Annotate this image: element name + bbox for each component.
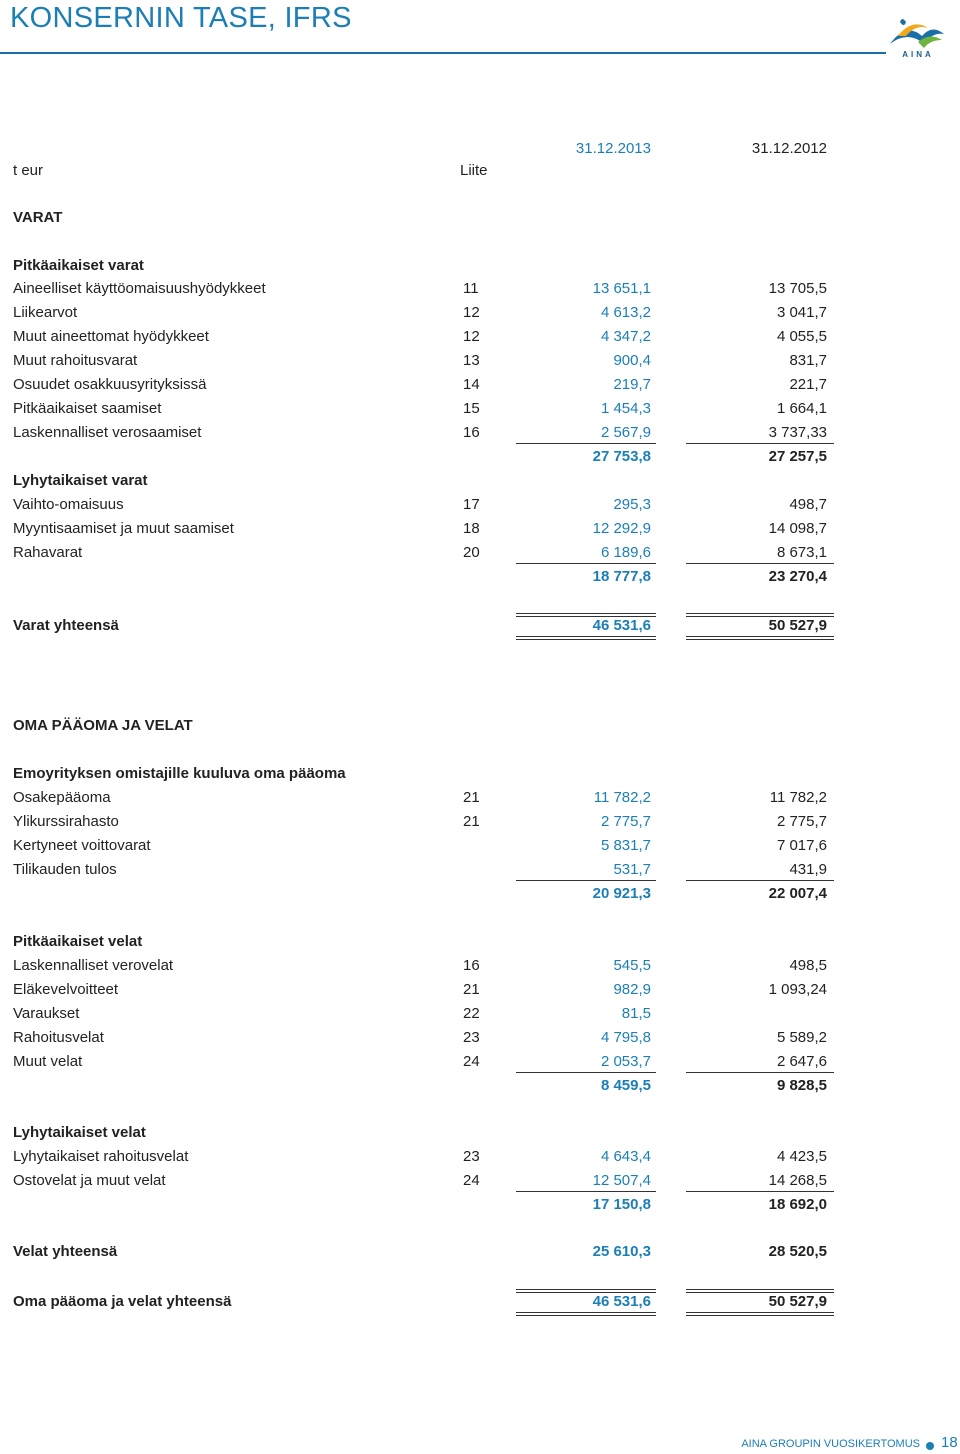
value-2012: 7 017,6: [776, 837, 827, 854]
value-2013: 4 795,8: [600, 1029, 651, 1046]
section-heading-label: Emoyrityksen omistajille kuuluva oma pääoma: [13, 765, 346, 782]
subtotal-rule: [686, 1191, 834, 1192]
total-label: Oma pääoma ja velat yhteensä: [13, 1293, 232, 1310]
table-row: [0, 1003, 960, 1025]
total-2013: 46 531,6: [592, 1293, 651, 1310]
value-2013: 12 292,9: [592, 520, 651, 537]
row-label: Rahavarat: [13, 544, 83, 561]
subtotal-rule: [516, 563, 656, 564]
subtotal-row: [0, 1075, 960, 1097]
subtotal-rule: [516, 1191, 656, 1192]
row-note: 23: [463, 1148, 480, 1165]
row-label: Muut velat: [13, 1053, 83, 1070]
value-2013: 12 507,4: [592, 1172, 651, 1189]
table-row: [0, 787, 960, 809]
row-label: Kertyneet voittovarat: [13, 837, 151, 854]
header-rule: [0, 52, 886, 54]
row-note: 17: [463, 496, 480, 513]
subtotal-2013: 20 921,3: [592, 885, 651, 902]
subtotal-2012: 9 828,5: [776, 1077, 827, 1094]
value-2012: 2 647,6: [776, 1053, 827, 1070]
section-heading: [0, 207, 960, 229]
section-heading-label: Lyhytaikaiset velat: [13, 1124, 146, 1141]
row-note: 21: [463, 813, 480, 830]
subtotal-2012: 27 257,5: [768, 448, 827, 465]
page-number: 18: [941, 1434, 958, 1451]
row-note: 24: [463, 1172, 480, 1189]
value-2012: 1 664,1: [776, 400, 827, 417]
footer-bullet-icon: [926, 1442, 934, 1450]
table-row: [0, 398, 960, 420]
total-double-rule-bottom: [516, 636, 656, 640]
subtotal-2013: 8 459,5: [600, 1077, 651, 1094]
value-2013: 295,3: [613, 496, 651, 513]
total-label: Velat yhteensä: [13, 1243, 118, 1260]
row-label: Tilikauden tulos: [13, 861, 117, 878]
row-label: Muut rahoitusvarat: [13, 352, 138, 369]
table-row: [0, 1027, 960, 1049]
row-label: Rahoitusvelat: [13, 1029, 104, 1046]
column-label-header: [0, 160, 960, 182]
value-2012: 831,7: [789, 352, 827, 369]
table-row: [0, 955, 960, 977]
value-2012: 221,7: [789, 376, 827, 393]
section-heading-label: Pitkäaikaiset varat: [13, 257, 144, 274]
value-2013: 4 613,2: [600, 304, 651, 321]
value-2012: 11 782,2: [769, 789, 827, 806]
value-2012: 4 055,5: [776, 328, 827, 345]
subtotal-row: [0, 566, 960, 588]
value-2013: 11 782,2: [593, 789, 651, 806]
row-label: Varaukset: [13, 1005, 80, 1022]
row-label: Laskennalliset verovelat: [13, 957, 174, 974]
table-row: [0, 859, 960, 881]
value-2013: 531,7: [613, 861, 651, 878]
table-row: [0, 494, 960, 516]
total-2013: 25 610,3: [592, 1243, 651, 1260]
row-label: Eläkevelvoitteet: [13, 981, 119, 998]
section-heading: [0, 1122, 960, 1144]
value-2012: 3 041,7: [776, 304, 827, 321]
row-label: Osuudet osakkuusyrityksissä: [13, 376, 207, 393]
row-label: Osakepääoma: [13, 789, 111, 806]
subtotal-rule: [686, 443, 834, 444]
section-heading: [0, 715, 960, 737]
row-note: 11: [463, 280, 479, 297]
value-2013: 2 053,7: [600, 1053, 651, 1070]
subtotal-row: [0, 883, 960, 905]
value-2012: 4 423,5: [776, 1148, 827, 1165]
row-note: 12: [463, 328, 480, 345]
row-label: Vaihto-omaisuus: [13, 496, 124, 513]
row-label: Pitkäaikaiset saamiset: [13, 400, 162, 417]
section-heading: [0, 763, 960, 785]
total-double-rule-top: [686, 1289, 834, 1293]
value-2012: 431,9: [789, 861, 827, 878]
subtotal-row: [0, 1194, 960, 1216]
subtotal-2013: 17 150,8: [592, 1196, 651, 1213]
row-label: Lyhytaikaiset rahoitusvelat: [13, 1148, 189, 1165]
row-note: 22: [463, 1005, 480, 1022]
total-double-rule-top: [516, 1289, 656, 1293]
value-2013: 982,9: [613, 981, 651, 998]
row-note: 16: [463, 424, 480, 441]
column-year-header: [0, 138, 960, 160]
total-double-rule-bottom: [686, 1312, 834, 1316]
value-2013: 545,5: [613, 957, 651, 974]
row-label: Muut aineettomat hyödykkeet: [13, 328, 209, 345]
value-2013: 13 651,1: [592, 280, 651, 297]
total-double-rule-top: [686, 613, 834, 617]
subtotal-rule: [686, 563, 834, 564]
row-note: 20: [463, 544, 480, 561]
total-2012: 28 520,5: [768, 1243, 827, 1260]
total-2012: 50 527,9: [768, 617, 827, 634]
value-2012: 2 775,7: [776, 813, 827, 830]
subtotal-2012: 22 007,4: [768, 885, 827, 902]
year-2012-header: 31.12.2012: [751, 140, 827, 157]
total-2013: 46 531,6: [592, 617, 651, 634]
table-row: [0, 278, 960, 300]
section-heading-label: VARAT: [13, 209, 63, 226]
table-row: [0, 1051, 960, 1073]
section-heading-label: OMA PÄÄOMA JA VELAT: [13, 717, 193, 734]
row-note: 14: [463, 376, 480, 393]
section-heading: [0, 931, 960, 953]
row-note: 13: [463, 352, 480, 369]
row-note: 24: [463, 1053, 480, 1070]
section-heading: [0, 470, 960, 492]
value-2012: 8 673,1: [776, 544, 827, 561]
value-2012: 14 098,7: [768, 520, 827, 537]
value-2012: 498,5: [789, 957, 827, 974]
table-row: [0, 542, 960, 564]
subtotal-rule: [686, 1072, 834, 1073]
value-2012: 14 268,5: [768, 1172, 827, 1189]
value-2013: 2 775,7: [600, 813, 651, 830]
unit-label: t eur: [13, 162, 44, 179]
value-2013: 4 347,2: [600, 328, 651, 345]
row-label: Aineelliset käyttöomaisuushyödykkeet: [13, 280, 266, 297]
section-heading-label: Lyhytaikaiset varat: [13, 472, 148, 489]
row-label: Ostovelat ja muut velat: [13, 1172, 166, 1189]
value-2013: 1 454,3: [600, 400, 651, 417]
value-2012: 5 589,2: [776, 1029, 827, 1046]
value-2012: 3 737,33: [768, 424, 827, 441]
subtotal-rule: [516, 880, 656, 881]
table-row: [0, 350, 960, 372]
row-label: Ylikurssirahasto: [13, 813, 119, 830]
value-2012: 498,7: [789, 496, 827, 513]
total-double-rule-bottom: [686, 636, 834, 640]
value-2013: 219,7: [613, 376, 651, 393]
subtotal-rule: [516, 1072, 656, 1073]
value-2013: 6 189,6: [600, 544, 651, 561]
table-row: [0, 835, 960, 857]
row-note: 18: [463, 520, 480, 537]
row-note: 15: [463, 400, 480, 417]
section-heading: [0, 255, 960, 277]
value-2013: 81,5: [621, 1005, 651, 1022]
page-title: KONSERNIN TASE, IFRS: [10, 2, 352, 34]
subtotal-row: [0, 446, 960, 468]
table-row: [0, 1170, 960, 1192]
subtotal-2013: 18 777,8: [592, 568, 651, 585]
row-label: Myyntisaamiset ja muut saamiset: [13, 520, 234, 537]
value-2013: 900,4: [613, 352, 651, 369]
row-note: 21: [463, 981, 480, 998]
footer-text: AINA GROUPIN VUOSIKERTOMUS: [741, 1438, 920, 1450]
table-row: [0, 302, 960, 324]
total-double-rule-top: [516, 613, 656, 617]
value-2013: 4 643,4: [600, 1148, 651, 1165]
total-double-rule-bottom: [516, 1312, 656, 1316]
row-label: Laskennalliset verosaamiset: [13, 424, 202, 441]
subtotal-2012: 18 692,0: [768, 1196, 827, 1213]
section-heading-label: Pitkäaikaiset velat: [13, 933, 143, 950]
value-2012: 1 093,24: [768, 981, 827, 998]
value-2013: 5 831,7: [600, 837, 651, 854]
subtotal-rule: [686, 880, 834, 881]
subtotal-2013: 27 753,8: [592, 448, 651, 465]
table-row: [0, 979, 960, 1001]
value-2013: 2 567,9: [600, 424, 651, 441]
table-row: [0, 811, 960, 833]
row-label: Liikearvot: [13, 304, 78, 321]
row-note: 23: [463, 1029, 480, 1046]
row-note: 21: [463, 789, 480, 806]
table-row: [0, 374, 960, 396]
table-row: [0, 1146, 960, 1168]
total-row: [0, 1291, 960, 1313]
subtotal-2012: 23 270,4: [768, 568, 827, 585]
total-row: [0, 1241, 960, 1263]
table-row: [0, 326, 960, 348]
value-2012: 13 705,5: [768, 280, 827, 297]
table-row: [0, 518, 960, 540]
row-note: 16: [463, 957, 480, 974]
total-row: [0, 615, 960, 637]
total-2012: 50 527,9: [768, 1293, 827, 1310]
logo-wordmark: AINA: [902, 50, 934, 59]
table-row: [0, 422, 960, 444]
note-column-label: Liite: [460, 162, 488, 179]
row-note: 12: [463, 304, 480, 321]
total-label: Varat yhteensä: [13, 617, 119, 634]
year-2013-header: 31.12.2013: [575, 140, 651, 157]
subtotal-rule: [516, 443, 656, 444]
